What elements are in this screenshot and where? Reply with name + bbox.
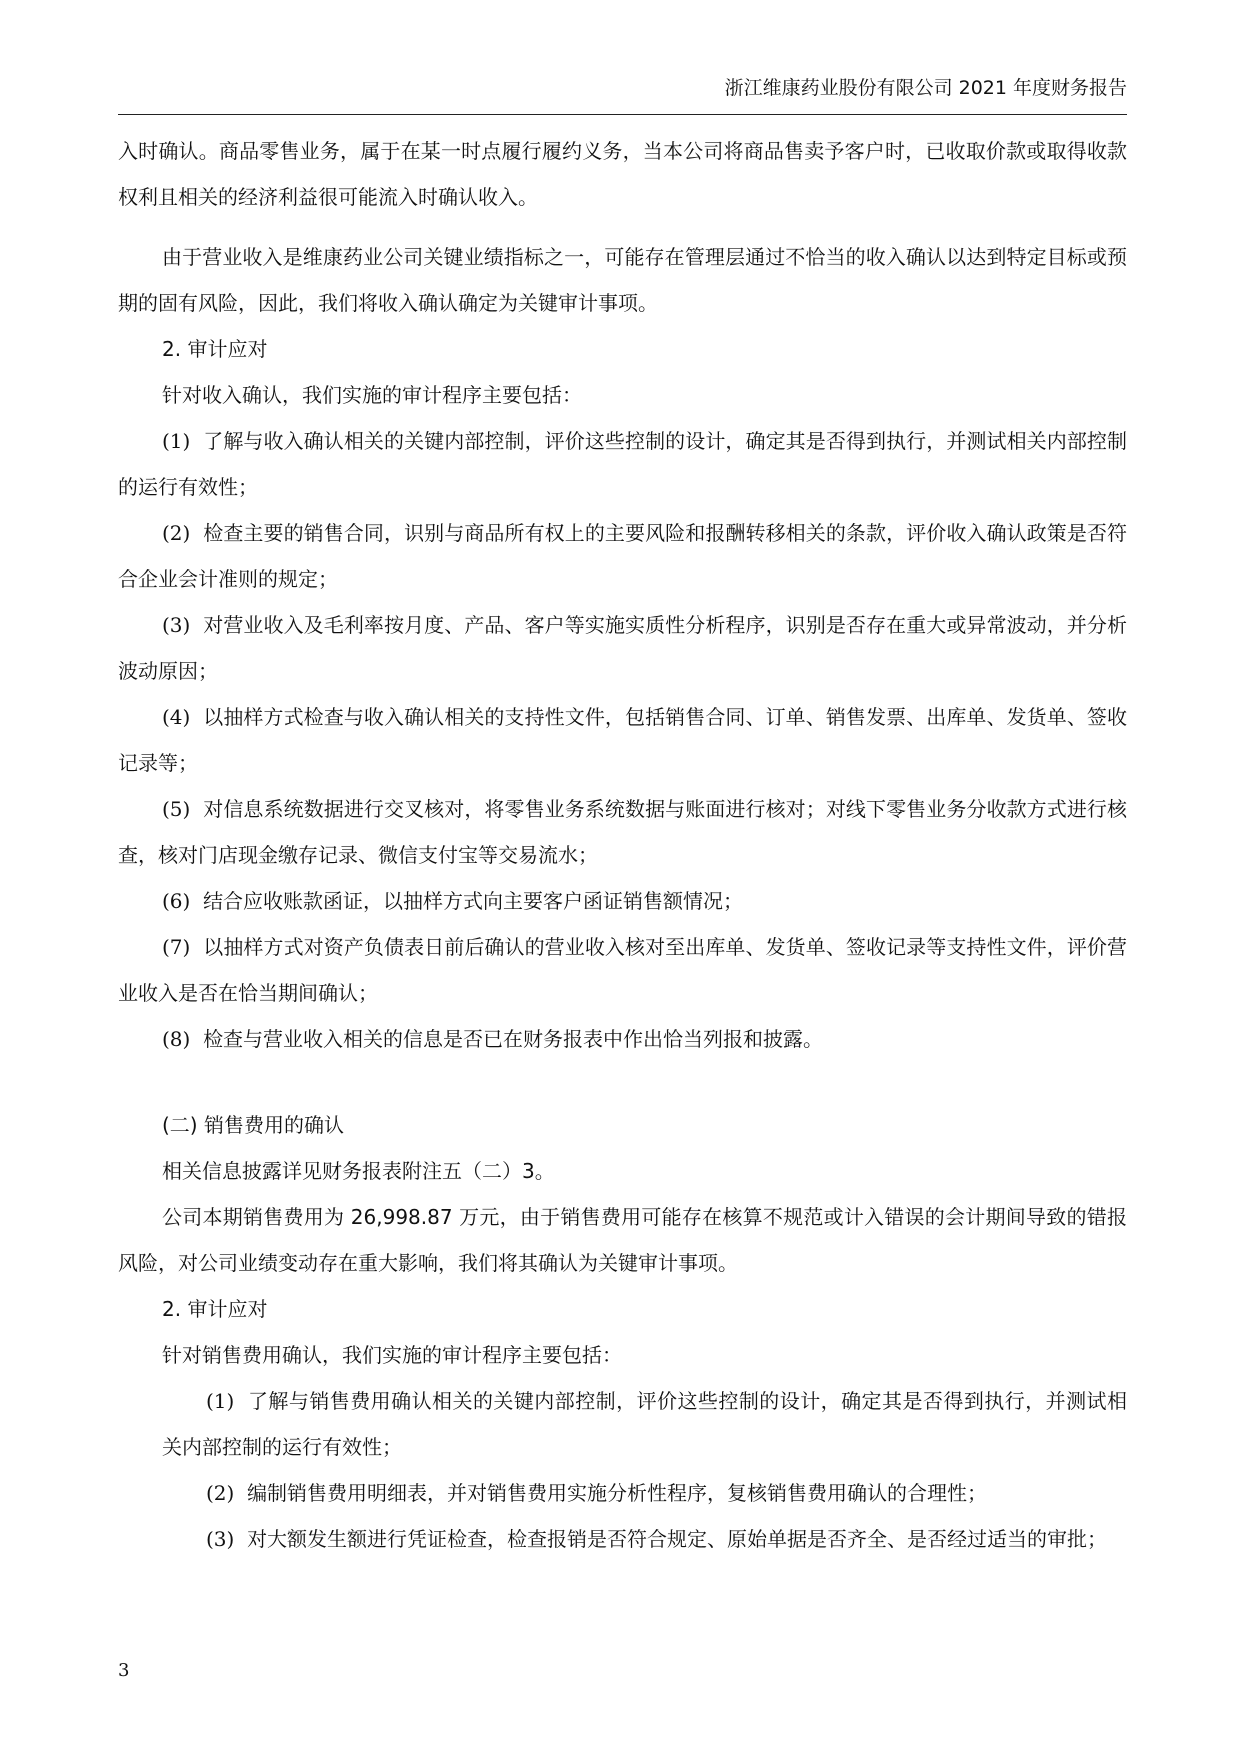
procedure-text: 结合应收账款函证，以抽样方式向主要客户函证销售额情况； xyxy=(203,889,744,913)
paragraph-risk: 由于营业收入是维康药业公司关键业绩指标之一，可能存在管理层通过不恰当的收入确认以达到特定目标或预期的固有风险，因此，我们将收入确认确定为关键审计事项。 xyxy=(118,245,1127,315)
procedure-label: (2) xyxy=(162,521,191,545)
procedure-label: (4) xyxy=(162,705,191,729)
report-title: 浙江维康药业股份有限公司 2021 年度财务报告 xyxy=(724,77,1127,99)
procedure-label: (1) xyxy=(206,1389,235,1413)
section-title-selling-expense: (二) 销售费用的确认 xyxy=(162,1113,344,1137)
procedure-label: (2) xyxy=(206,1481,235,1505)
procedure-label: (5) xyxy=(162,797,191,821)
heading-audit-response-1: 2. 审计应对 xyxy=(162,337,268,361)
procedure-item xyxy=(118,602,1127,694)
procedure-item xyxy=(118,924,1127,1016)
page-number: 3 xyxy=(118,1660,130,1681)
procedure-text: 了解与收入确认相关的关键内部控制，评价这些控制的设计，确定其是否得到执行，并测试相关内部控制的运行有效性； xyxy=(118,429,1128,499)
procedure-text: 对信息系统数据进行交叉核对，将零售业务系统数据与账面进行核对；对线下零售业务分收款方式进行核查，核对门店现金缴存记录、微信支付宝等交易流水； xyxy=(118,797,1128,867)
paragraph-continuation: 入时确认。商品零售业务，属于在某一时点履行履约义务，当本公司将商品售卖予客户时，已收取价款或取得收款权利且相关的经济利益很可能流入时确认收入。 xyxy=(118,139,1127,209)
procedure-item xyxy=(118,786,1127,878)
procedure-item xyxy=(118,878,1127,924)
procedure-item xyxy=(118,1470,1127,1516)
procedure-item xyxy=(118,510,1127,602)
procedure-text: 检查与营业收入相关的信息是否已在财务报表中作出恰当列报和披露。 xyxy=(203,1027,824,1051)
procedure-label: (1) xyxy=(162,429,191,453)
procedure-label: (8) xyxy=(162,1027,191,1051)
procedure-text: 以抽样方式对资产负债表日前后确认的营业收入核对至出库单、发货单、签收记录等支持性文件，评价营业收入是否在恰当期间确认； xyxy=(118,935,1128,1005)
procedure-item xyxy=(118,1016,1127,1062)
procedure-text: 检查主要的销售合同，识别与商品所有权上的主要风险和报酬转移相关的条款，评价收入确认政策是否符合企业会计准则的规定； xyxy=(118,521,1128,591)
procedure-text: 以抽样方式检查与收入确认相关的支持性文件，包括销售合同、订单、销售发票、出库单、发货单、签收记录等； xyxy=(118,705,1128,775)
disclosure-reference: 相关信息披露详见财务报表附注五（二）3。 xyxy=(162,1159,555,1183)
procedure-label: (3) xyxy=(162,613,191,637)
document-body xyxy=(118,128,1127,1562)
procedure-text: 编制销售费用明细表，并对销售费用实施分析性程序，复核销售费用确认的合理性； xyxy=(247,1481,988,1505)
procedure-label: (7) xyxy=(162,935,191,959)
procedure-item xyxy=(118,1378,1127,1470)
procedures-intro-1: 针对收入确认，我们实施的审计程序主要包括： xyxy=(162,383,582,407)
procedures-intro-2: 针对销售费用确认，我们实施的审计程序主要包括： xyxy=(162,1343,622,1367)
procedure-item xyxy=(118,694,1127,786)
procedure-label: (6) xyxy=(162,889,191,913)
page-header xyxy=(118,74,1127,115)
procedure-text: 了解与销售费用确认相关的关键内部控制，评价这些控制的设计，确定其是否得到执行，并测试相关内部控制的运行有效性； xyxy=(162,1389,1127,1459)
procedure-text: 对营业收入及毛利率按月度、产品、客户等实施实质性分析程序，识别是否存在重大或异常波动，并分析波动原因； xyxy=(118,613,1128,683)
procedure-item xyxy=(118,418,1127,510)
procedure-text: 对大额发生额进行凭证检查，检查报销是否符合规定、原始单据是否齐全、是否经过适当的审批； xyxy=(247,1527,1108,1551)
procedure-item xyxy=(118,1516,1127,1562)
procedure-label: (3) xyxy=(206,1527,235,1551)
paragraph-matter: 公司本期销售费用为 26,998.87 万元，由于销售费用可能存在核算不规范或计入错误的会计期间导致的错报风险，对公司业绩变动存在重大影响，我们将其确认为关键审计事项。 xyxy=(118,1205,1127,1275)
heading-audit-response-2: 2. 审计应对 xyxy=(162,1297,268,1321)
